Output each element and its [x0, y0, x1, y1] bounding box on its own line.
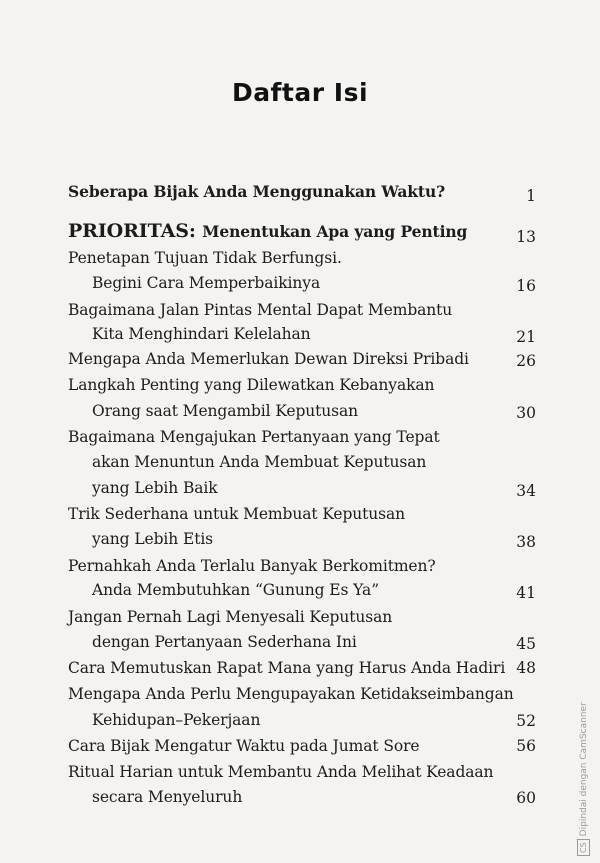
toc-page-number: 26	[516, 352, 536, 370]
toc-entry-title: Seberapa Bijak Anda Menggunakan Waktu?	[68, 182, 446, 201]
toc-entry-title-cont: Begini Cara Memperbaikinya	[92, 274, 321, 292]
toc-page-number: 16	[516, 277, 536, 295]
page-title: Daftar Isi	[231, 78, 369, 107]
toc-entry-title: Langkah Penting yang Dilewatkan Kebanyakan	[68, 376, 435, 394]
toc-entry-title-cont: akan Menuntun Anda Membuat Keputusan	[92, 453, 427, 471]
toc-entry-title-cont: secara Menyeluruh	[92, 788, 243, 806]
section-subtitle: Menentukan Apa yang Penting	[202, 222, 468, 241]
toc-entry-title-cont: yang Lebih Etis	[92, 530, 214, 548]
toc-entry-title-cont: Kita Menghindari Kelelahan	[92, 325, 311, 343]
toc-entry-title-cont: dengan Pertanyaan Sederhana Ini	[92, 633, 357, 651]
toc-entry-title: Bagaimana Jalan Pintas Mental Dapat Membantu	[68, 301, 453, 319]
toc-entry-title: Cara Bijak Mengatur Waktu pada Jumat Sore	[68, 737, 420, 755]
toc-entry-title: Jangan Pernah Lagi Menyesali Keputusan	[68, 608, 393, 626]
toc-page-number: 13	[516, 228, 536, 246]
toc-entry-title: Mengapa Anda Memerlukan Dewan Direksi Pribadi	[68, 350, 469, 368]
toc-page-number: 60	[516, 789, 536, 807]
section-prefix: PRIORITAS:	[68, 220, 196, 242]
toc-entry-title: Penetapan Tujuan Tidak Berfungsi.	[68, 249, 342, 267]
toc-entry-title: Bagaimana Mengajukan Pertanyaan yang Tepat	[68, 428, 440, 446]
toc-page-number: 21	[516, 328, 536, 346]
toc-page-number: 1	[526, 187, 536, 205]
toc-section-heading	[68, 221, 467, 242]
scanner-watermark	[576, 702, 592, 856]
toc-page-number: 41	[516, 584, 536, 602]
toc-page-number: 48	[516, 659, 536, 677]
toc-entry-title: Mengapa Anda Perlu Mengupayakan Ketidakseimbangan	[68, 685, 514, 703]
toc-entry-title-cont: Anda Membutuhkan “Gunung Es Ya”	[92, 581, 380, 599]
watermark-text: Dipindai dengan CamScanner	[579, 702, 589, 837]
toc-page-number: 34	[516, 482, 536, 500]
toc-page-number: 45	[516, 635, 536, 653]
toc-page-number: 30	[516, 404, 536, 422]
toc-entry-title: Cara Memutuskan Rapat Mana yang Harus Anda Hadiri	[68, 659, 506, 677]
camscanner-badge: CS	[577, 839, 590, 856]
toc-entry-title: Pernahkah Anda Terlalu Banyak Berkomitmen?	[68, 557, 436, 575]
toc-entry-title-cont: Orang saat Mengambil Keputusan	[92, 402, 359, 420]
toc-entry-title: Ritual Harian untuk Membantu Anda Melihat Keadaan	[68, 763, 494, 781]
toc-page-number: 52	[516, 712, 536, 730]
toc-page-number: 38	[516, 533, 536, 551]
toc-entry-title: Trik Sederhana untuk Membuat Keputusan	[68, 505, 406, 523]
toc-entry-title-cont: Kehidupan–Pekerjaan	[92, 711, 261, 729]
toc-page-number: 56	[516, 737, 536, 755]
toc-entry-title-cont: yang Lebih Baik	[92, 479, 218, 497]
